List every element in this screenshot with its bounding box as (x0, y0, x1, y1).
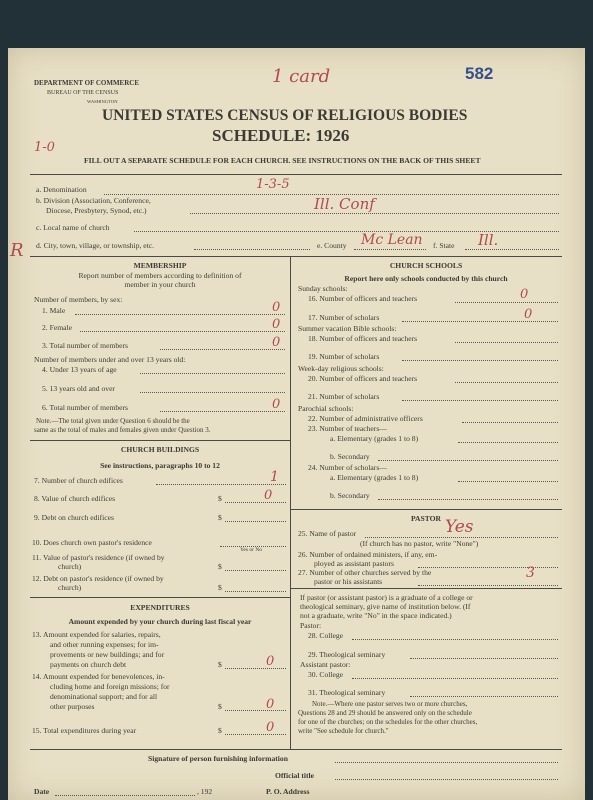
q30-label: 30. College (308, 670, 344, 679)
q1-value: 0 (272, 300, 281, 315)
schools-heading: CHURCH SCHOOLS (389, 261, 463, 270)
membership-note-2: same as the total of males and females given under Question 3. (34, 426, 211, 434)
schedule-title: SCHEDULE: 1926 (212, 126, 350, 145)
q30-line (352, 678, 558, 679)
official-title-line (335, 779, 558, 780)
q13-label: 13. Amount expended for salaries, repairs, (32, 630, 161, 639)
q2-value: 0 (272, 317, 281, 332)
q14-label-4: other purposes (50, 702, 95, 711)
official-title-label: Official title (275, 771, 315, 780)
denomination-label: a. Denomination (36, 185, 87, 194)
divider (30, 174, 562, 175)
assistant-pastor-label: Assistant pastor: (300, 660, 351, 669)
city-label-d: d. City, town, village, or township, etc. (36, 241, 155, 250)
expenditures-intro: Amount expended by your church during last fiscal year (68, 617, 252, 626)
stamp-number: 582 (465, 64, 494, 83)
q14-label: 14. Amount expended for benevolences, in- (32, 672, 165, 681)
q9-label: 9. Debt on church edifices (34, 513, 114, 522)
q22-line (462, 422, 558, 423)
q26-line (418, 567, 558, 568)
q7-label: 7. Number of church edifices (34, 476, 123, 485)
date-line (55, 795, 195, 796)
q6-value: 0 (272, 397, 281, 412)
membership-heading: MEMBERSHIP (133, 261, 187, 270)
form-title: UNITED STATES CENSUS OF RELIGIOUS BODIES (102, 107, 468, 124)
q3-value: 0 (272, 335, 281, 350)
dollar-sign: $ (218, 726, 222, 735)
weekday-label: Week-day religious schools: (298, 364, 384, 373)
q25-value: Yes (445, 517, 474, 537)
pastor-note: Note.—Where one pastor serves two or more churches, (312, 700, 468, 708)
q24a-line (458, 481, 558, 482)
dollar-sign: $ (218, 562, 222, 571)
q7-line (156, 484, 286, 485)
dollar-sign: $ (218, 513, 222, 522)
pastor-sub-label: Pastor: (300, 621, 322, 630)
local-name-label: c. Local name of church (36, 223, 110, 232)
department-label: DEPARTMENT OF COMMERCE (34, 79, 140, 87)
q15-label: 15. Total expenditures during year (32, 726, 137, 735)
buildings-heading: CHURCH BUILDINGS (120, 445, 200, 454)
q13-label-3: provements or new buildings; and for (50, 650, 165, 659)
parochial-label: Parochial schools: (298, 404, 354, 413)
margin-code: 1-0 (34, 140, 55, 155)
pastor-heading: PASTOR (410, 514, 442, 523)
q23b-line (378, 460, 558, 461)
q27-label: 27. Number of other churches served by the (298, 568, 432, 577)
q18-line (455, 342, 558, 343)
q26-label-2: ployed as assistant pastors (314, 559, 394, 568)
q17-value: 0 (524, 307, 533, 322)
q20-line (455, 382, 558, 383)
q11-label-2: church) (58, 562, 82, 571)
q21-label: 21. Number of scholars (308, 392, 380, 401)
section-divider (30, 749, 562, 750)
q5-label: 5. 13 years old and over (42, 384, 115, 393)
handwritten-card-note: 1 card (272, 66, 331, 87)
q13-label-2: and other running expenses; for im- (50, 640, 159, 649)
age-head-label: Number of members under and over 13 years old: (34, 355, 186, 364)
q26-label: 26. Number of ordained ministers, if any, em- (298, 550, 438, 559)
year-label: , 192 (197, 787, 213, 796)
q6-label: 6. Total number of members (42, 403, 129, 412)
signature-line (335, 762, 558, 763)
q23b-label: b. Secondary (330, 452, 370, 461)
q14-value: 0 (266, 697, 275, 712)
section-divider (290, 509, 562, 510)
q29-line (410, 658, 558, 659)
q2-line (80, 331, 285, 332)
schools-intro: Report here only schools conducted by this church (344, 274, 508, 283)
city-label: WASHINGTON (87, 99, 118, 104)
city-line (194, 249, 310, 250)
q6-line (160, 411, 285, 412)
q27-value: 3 (526, 565, 535, 581)
section-divider (30, 597, 290, 598)
date-label: Date (34, 787, 50, 796)
q28-label: 28. College (308, 631, 344, 640)
q23a-label: a. Elementary (grades 1 to 8) (330, 434, 419, 443)
q24-label: 24. Number of scholars— (308, 463, 387, 472)
q8-value: 0 (264, 488, 273, 503)
q8-line (225, 502, 286, 503)
q4-label: 4. Under 13 years of age (42, 365, 117, 374)
q7-value: 1 (270, 469, 279, 485)
q27-label-2: pastor or his assistants (314, 577, 383, 586)
division-label-2: Diocese, Presbytery, Synod, etc.) (46, 206, 147, 215)
denomination-value: 1-3-5 (256, 177, 290, 192)
signature-label: Signature of person furnishing information (148, 754, 288, 763)
dollar-sign: $ (218, 494, 222, 503)
q3-line (160, 349, 285, 350)
summer-label: Summer vacation Bible schools: (298, 324, 397, 333)
yes-no-hint: Yes or No (240, 547, 263, 553)
q1-line (75, 314, 285, 315)
q31-line (410, 696, 558, 697)
section-divider (290, 588, 562, 589)
q17-line (402, 321, 558, 322)
q15-line (225, 734, 286, 735)
q11-line (225, 570, 286, 571)
q13-line (225, 668, 286, 669)
q19-label: 19. Number of scholars (308, 352, 380, 361)
q18-label: 18. Number of officers and teachers (308, 334, 418, 343)
section-divider (30, 256, 562, 257)
po-address-label: P. O. Address (266, 787, 310, 796)
q28-line (352, 639, 558, 640)
state-label: f. State (433, 241, 455, 250)
q24a-label: a. Elementary (grades 1 to 8) (330, 473, 419, 482)
section-divider (30, 440, 290, 441)
q14-label-2: cluding home and foreign missions; for (50, 682, 170, 691)
q16-line (455, 302, 558, 303)
q24b-label: b. Secondary (330, 491, 370, 500)
column-divider (290, 256, 291, 749)
q13-value: 0 (266, 654, 275, 669)
q3-label: 3. Total number of members (42, 341, 129, 350)
membership-note: Note.—The total given under Question 6 should be the (36, 417, 190, 425)
members-by-sex-label: Number of members, by sex: (34, 295, 123, 304)
q12-label: 12. Debt on pastor's residence (if owned by (32, 574, 164, 583)
q9-line (225, 521, 286, 522)
q25-label: 25. Name of pastor (298, 529, 357, 538)
q8-label: 8. Value of church edifices (34, 494, 116, 503)
q12-label-2: church) (58, 583, 82, 592)
q20-label: 20. Number of officers and teachers (308, 374, 418, 383)
division-value: Ill. Conf (314, 195, 375, 213)
pastor-note-3: for one of the churches; on the schedules for the other churches, (298, 718, 478, 726)
buildings-intro: See instructions, paragraphs 10 to 12 (100, 461, 220, 470)
graduate-note: If pastor (or assistant pastor) is a graduate of a college or (300, 593, 473, 602)
county-value: Mc Lean (361, 232, 423, 248)
sunday-label: Sunday schools: (298, 284, 348, 293)
q23a-line (458, 442, 558, 443)
q22-label: 22. Number of administrative officers (308, 414, 423, 423)
county-line (354, 249, 426, 250)
dollar-sign: $ (218, 702, 222, 711)
q25-note: (If church has no pastor, write "None") (360, 539, 479, 548)
q13-label-4: payments on church debt (50, 660, 127, 669)
q24b-line (378, 499, 558, 500)
membership-intro: Report number of members according to definition of (78, 271, 242, 280)
pastor-note-4: write "See schedule for church." (298, 727, 389, 735)
dollar-sign: $ (218, 660, 222, 669)
q4-line (140, 373, 285, 374)
q10-label: 10. Does church own pastor's residence (32, 538, 152, 547)
q14-label-3: denominational support; and for all (50, 692, 158, 701)
state-line (465, 249, 559, 250)
state-value: Ill. (478, 231, 499, 249)
q15-value: 0 (266, 720, 275, 735)
graduate-note-2: theological seminary, give name of institution below. (If (300, 602, 471, 611)
division-label: b. Division (Association, Conference, (36, 196, 151, 205)
q31-label: 31. Theological seminary (308, 688, 386, 697)
q16-value: 0 (520, 287, 529, 302)
graduate-note-3: not a graduate, write "No" in the space indicated.) (300, 611, 452, 620)
q11-label: 11. Value of pastor's residence (if owned by (32, 553, 165, 562)
membership-intro-2: member in your church (124, 280, 196, 289)
q19-line (402, 360, 558, 361)
q29-label: 29. Theological seminary (308, 650, 386, 659)
q23-label: 23. Number of teachers— (308, 424, 387, 433)
q21-line (402, 400, 558, 401)
q16-label: 16. Number of officers and teachers (308, 294, 418, 303)
expenditures-heading: EXPENDITURES (130, 603, 190, 612)
instruction-line: FILL OUT A SEPARATE SCHEDULE FOR EACH CHURCH. SEE INSTRUCTIONS ON THE BACK OF THIS SHEET (84, 156, 481, 165)
q14-line (225, 710, 286, 711)
q2-label: 2. Female (42, 323, 72, 332)
division-line (190, 213, 559, 214)
q5-line (140, 392, 285, 393)
q1-label: 1. Male (42, 306, 66, 315)
margin-mark: R (10, 240, 24, 261)
county-label: e. County (317, 241, 347, 250)
q25-line (365, 537, 558, 538)
q12-line (225, 591, 286, 592)
q17-label: 17. Number of scholars (308, 313, 380, 322)
dollar-sign: $ (218, 583, 222, 592)
pastor-note-2: Questions 28 and 29 should be answered only on the schedule (298, 709, 472, 717)
bureau-label: BUREAU OF THE CENSUS (47, 90, 119, 96)
q27-line (418, 585, 558, 586)
